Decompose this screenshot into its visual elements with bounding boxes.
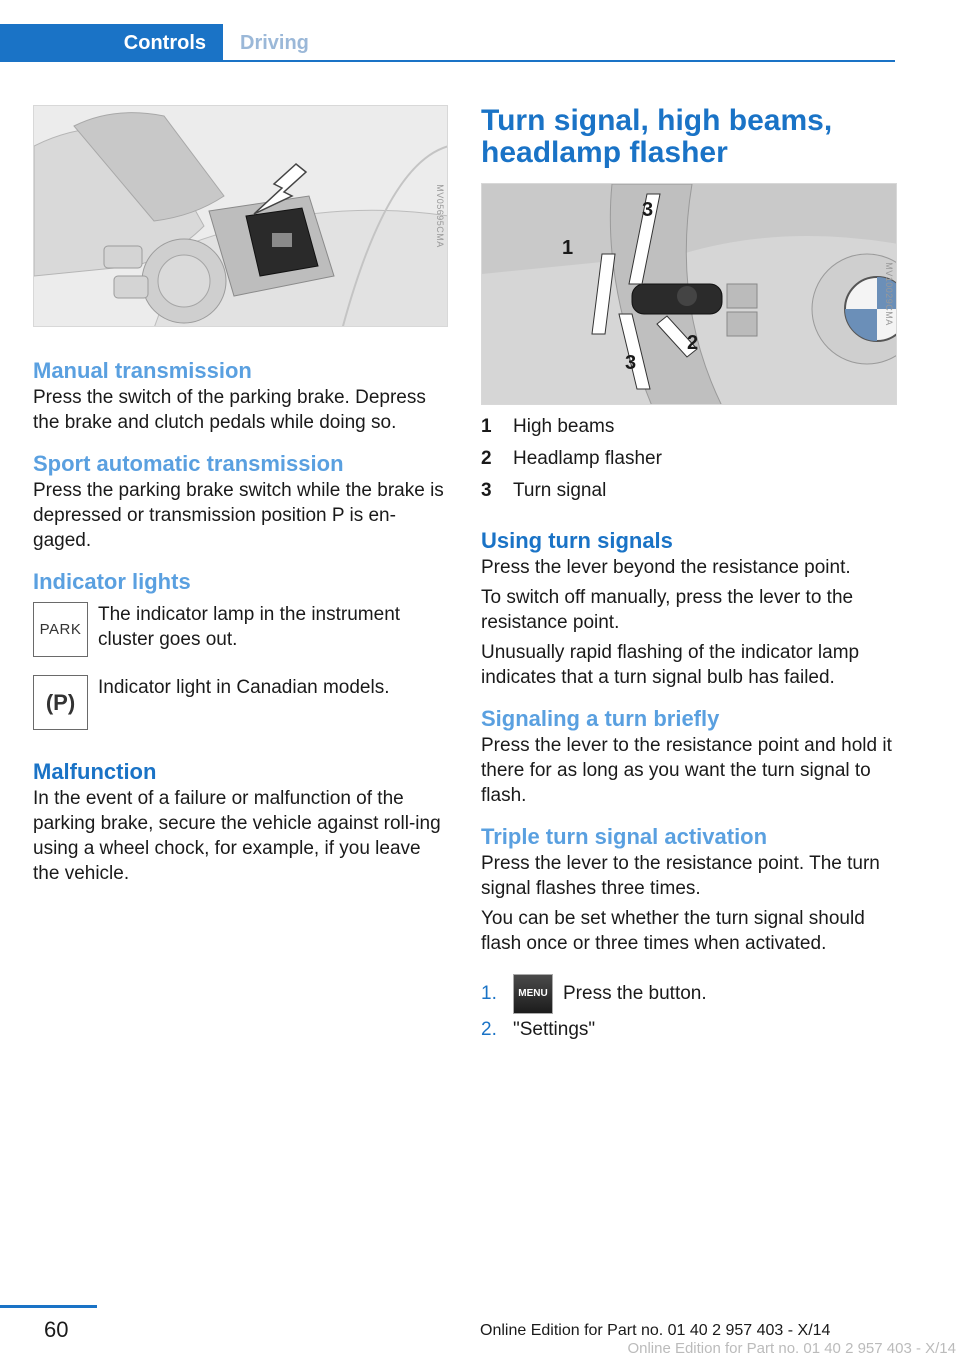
triple-turn-heading: Triple turn signal activation bbox=[481, 824, 768, 849]
parking-brake-illustration bbox=[34, 106, 448, 327]
step-item bbox=[481, 1014, 897, 1046]
figure-label-3-top: 3 bbox=[642, 199, 654, 221]
step-text: "Settings" bbox=[513, 1019, 596, 1040]
step-number: 2. bbox=[481, 1019, 497, 1040]
canada-indicator bbox=[33, 675, 448, 730]
signaling-briefly-text: Press the lever to the resistance point and hold it there for as long as you want the turn signal to flash. bbox=[481, 735, 892, 806]
malfunction-text: In the event of a failure or malfunction of the parking brake, secure the vehicle against roll‐ing using a wheel chock, for example, if you leave the vehicle. bbox=[33, 788, 441, 884]
figure-legend bbox=[481, 411, 897, 507]
figure-label-2: 2 bbox=[687, 332, 699, 354]
page-number: 60 bbox=[44, 1317, 69, 1342]
park-indicator-icon bbox=[33, 602, 88, 657]
malfunction-heading: Malfunction bbox=[33, 759, 157, 784]
legend-item bbox=[481, 443, 897, 475]
using-p1: Press the lever beyond the resistance point. bbox=[481, 557, 851, 578]
turn-signal-lever-figure bbox=[481, 183, 897, 405]
edition-text: Online Edition for Part no. 01 40 2 957 403 - X/14 bbox=[480, 1322, 831, 1339]
turn-signal-illustration bbox=[482, 184, 897, 405]
figure-code: MV05695CMA bbox=[435, 184, 445, 248]
sport-automatic-text: Press the parking brake switch while the brake is depressed or transmission position P is en‐gaged. bbox=[33, 480, 444, 551]
figure-code: MV10029CMA bbox=[884, 262, 894, 326]
park-indicator bbox=[33, 602, 448, 657]
figure-label-3-bottom: 3 bbox=[625, 352, 637, 374]
triple-p2: You can be set whether the turn signal should flash once or three times when activated. bbox=[481, 908, 865, 954]
legend-label: High beams bbox=[513, 416, 615, 437]
legend-number: 3 bbox=[481, 480, 492, 501]
legend-number: 2 bbox=[481, 448, 492, 469]
using-p3: Unusually rapid flashing of the indicator lamp indicates that a turn signal bulb has failed. bbox=[481, 642, 860, 688]
indicator-lights-heading: Indicator lights bbox=[33, 569, 191, 594]
menu-button-icon: MENU bbox=[513, 974, 553, 1014]
left-column bbox=[33, 105, 448, 886]
manual-transmission-text: Press the switch of the parking brake. Depress the brake and clutch pedals while doing so. bbox=[33, 387, 426, 433]
canada-indicator-text: Indicator light in Canadian models. bbox=[98, 677, 390, 698]
figure-label-1: 1 bbox=[562, 237, 574, 259]
legend-label: Turn signal bbox=[513, 480, 607, 501]
tab-controls[interactable]: Controls bbox=[0, 24, 223, 62]
canada-icon-label: (P) bbox=[45, 689, 76, 715]
chapter-tabs bbox=[0, 24, 895, 62]
legend-label: Headlamp flasher bbox=[513, 448, 662, 469]
footer-rule bbox=[0, 1305, 97, 1308]
sport-automatic-heading: Sport automatic transmission bbox=[33, 451, 344, 476]
using-turn-signals-heading: Using turn signals bbox=[481, 528, 673, 553]
section-title: Turn signal, high beams, headlamp flasher bbox=[481, 104, 833, 169]
signaling-briefly-heading: Signaling a turn briefly bbox=[481, 706, 720, 731]
watermark: Online Edition for Part no. 01 40 2 957 403 - X/14 bbox=[627, 1340, 956, 1357]
legend-item bbox=[481, 475, 897, 507]
park-icon-label: PARK bbox=[39, 621, 82, 638]
using-p2: To switch off manually, press the lever to the resistance point. bbox=[481, 587, 854, 633]
right-column bbox=[481, 105, 897, 1046]
step-number: 1. bbox=[481, 983, 497, 1004]
park-indicator-text: The indicator lamp in the instrument cluster goes out. bbox=[98, 604, 401, 650]
triple-p1: Press the lever to the resistance point. The turn signal flashes three times. bbox=[481, 853, 880, 899]
step-item bbox=[481, 974, 897, 1014]
parking-brake-circle-icon bbox=[33, 675, 88, 730]
legend-number: 1 bbox=[481, 416, 492, 437]
tab-driving[interactable]: Driving bbox=[240, 32, 309, 54]
manual-transmission-heading: Manual transmission bbox=[33, 358, 252, 383]
step-text: Press the button. bbox=[563, 983, 707, 1004]
parking-brake-switch-figure bbox=[33, 105, 448, 327]
legend-item bbox=[481, 411, 897, 443]
